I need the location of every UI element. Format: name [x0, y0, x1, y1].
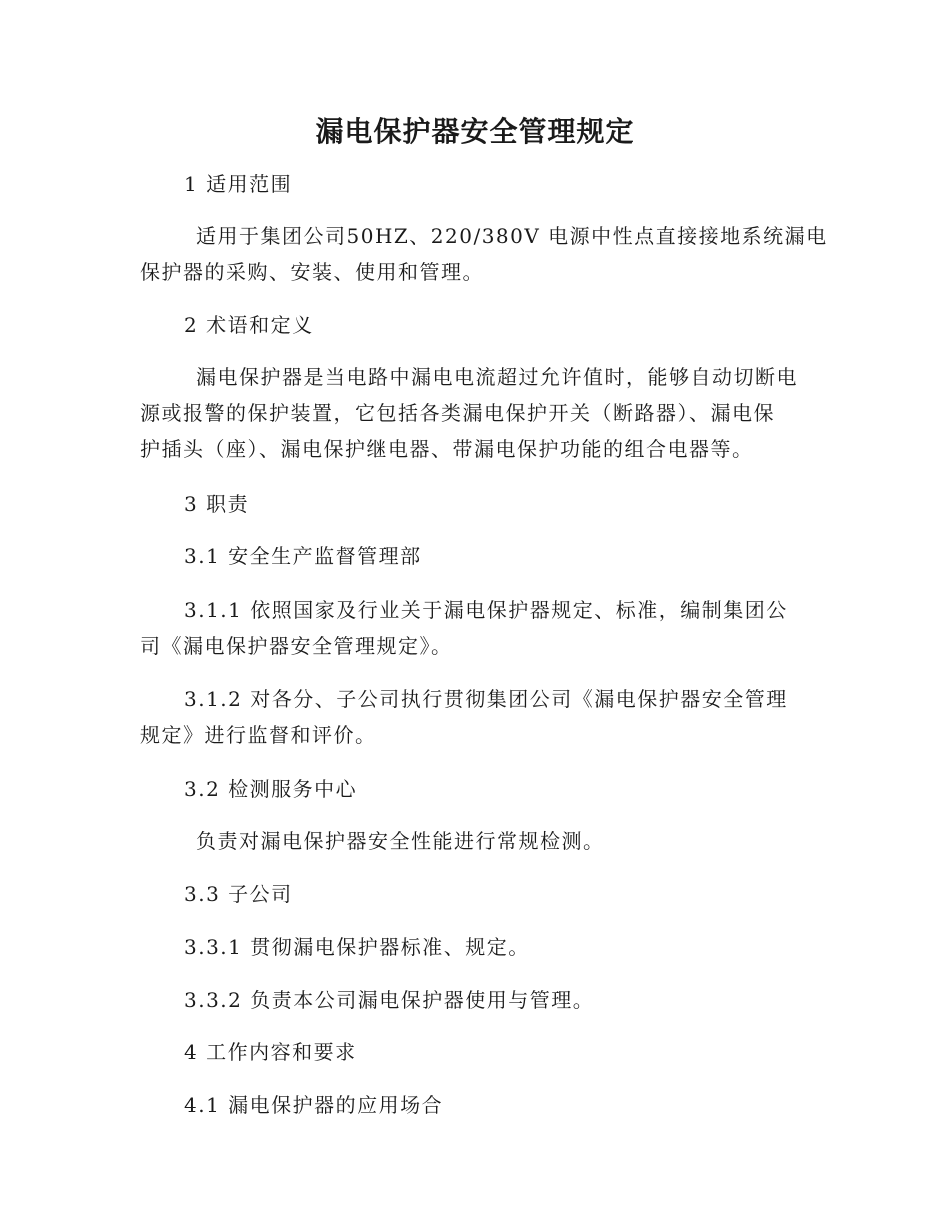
text-line: 护插头（座）、漏电保护继电器、带漏电保护功能的组合电器等。 [140, 437, 754, 461]
paragraph [140, 929, 820, 965]
text-line: 3.3.2 负责本公司漏电保护器使用与管理。 [184, 988, 595, 1012]
subsection-heading [140, 876, 820, 912]
text-line: 3.3.1 贯彻漏电保护器标准、规定。 [184, 935, 530, 959]
text-line: 3 职责 [184, 492, 250, 516]
text-line: 司《漏电保护器安全管理规定》。 [140, 634, 453, 658]
text-line: 4 工作内容和要求 [184, 1040, 357, 1064]
paragraph [140, 681, 820, 753]
subsection-heading [140, 538, 820, 574]
text-line: 3.2 检测服务中心 [184, 777, 358, 801]
section-heading [140, 1034, 820, 1070]
section-heading [140, 307, 820, 343]
text-line: 漏电保护器是当电路中漏电电流超过允许值时，能够自动切断电 [196, 365, 798, 389]
section-heading [140, 486, 820, 522]
section-heading [140, 166, 820, 202]
subsection-heading [140, 771, 820, 807]
text-line: 1 适用范围 [184, 172, 293, 196]
text-line: 适用于集团公司50HZ、220/380V 电源中性点直接接地系统漏电 [196, 224, 828, 248]
text-line: 3.1.2 对各分、子公司执行贯彻集团公司《漏电保护器安全管理 [184, 687, 788, 711]
text-line: 源或报警的保护装置，它包括各类漏电保护开关（断路器）、漏电保 [140, 401, 775, 425]
text-line: 3.3 子公司 [184, 882, 293, 906]
paragraph [140, 359, 820, 467]
paragraph [140, 982, 820, 1018]
text-line: 3.1.1 依照国家及行业关于漏电保护器规定、标准，编制集团公 [184, 598, 788, 622]
text-line: 2 术语和定义 [184, 313, 314, 337]
paragraph [140, 218, 828, 290]
text-line: 规定》进行监督和评价。 [140, 723, 377, 747]
text-line: 负责对漏电保护器安全性能进行常规检测。 [196, 829, 605, 853]
text-line: 3.1 安全生产监督管理部 [184, 544, 422, 568]
document-title: 漏电保护器安全管理规定 [315, 115, 635, 148]
subsection-heading [140, 1087, 820, 1123]
paragraph [140, 592, 820, 664]
text-line: 4.1 漏电保护器的应用场合 [184, 1093, 444, 1117]
text-line: 保护器的采购、安装、使用和管理。 [140, 260, 484, 284]
paragraph [140, 823, 820, 859]
